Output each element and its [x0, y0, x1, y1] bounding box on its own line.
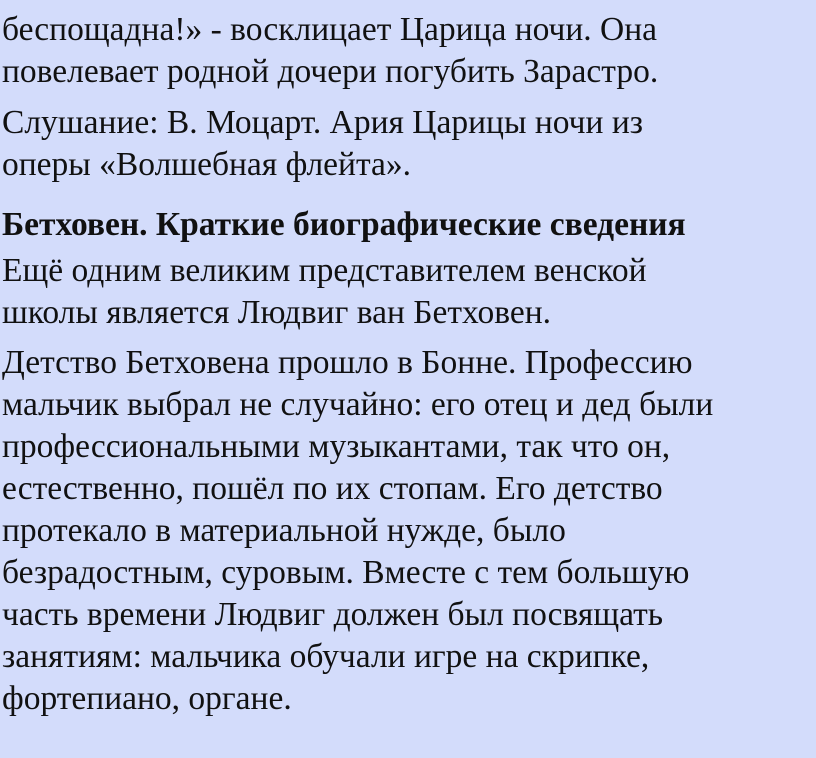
text-line: повелевает родной дочери погубить Зарастро. — [2, 53, 659, 90]
paragraph-listening — [2, 102, 812, 186]
text-line: фортепиано, органе. — [2, 680, 292, 717]
text-line: оперы «Волшебная флейта». — [2, 146, 412, 183]
text-line: безрадостным, суровым. Вместе с тем большую — [2, 554, 690, 591]
section-heading: Бетховен. Краткие биографические сведения — [2, 206, 686, 243]
paragraph-beethoven-childhood — [2, 342, 812, 720]
text-line: часть времени Людвиг должен был посвящать — [2, 596, 664, 633]
text-line: мальчик выбрал не случайно: его отец и дед были — [2, 386, 714, 423]
text-line: протекало в материальной нужде, было — [2, 512, 566, 549]
text-line: беспощадна!» - восклицает Царица ночи. Она — [2, 11, 658, 48]
text-line: естественно, пошёл по их стопам. Его детство — [2, 470, 663, 507]
paragraph-beethoven-intro — [2, 250, 812, 334]
text-line: школы является Людвиг ван Бетховен. — [2, 294, 552, 331]
paragraph-queen-of-night — [2, 9, 812, 93]
text-line: Ещё одним великим представителем венской — [2, 252, 647, 289]
text-line: занятиям: мальчика обучали игре на скрипке, — [2, 638, 650, 675]
text-line: профессиональными музыкантами, так что он, — [2, 428, 671, 465]
document-page — [0, 9, 816, 758]
text-line: Детство Бетховена прошло в Бонне. Профессию — [2, 344, 693, 381]
text-line: Слушание: В. Моцарт. Ария Царицы ночи из — [2, 104, 643, 141]
